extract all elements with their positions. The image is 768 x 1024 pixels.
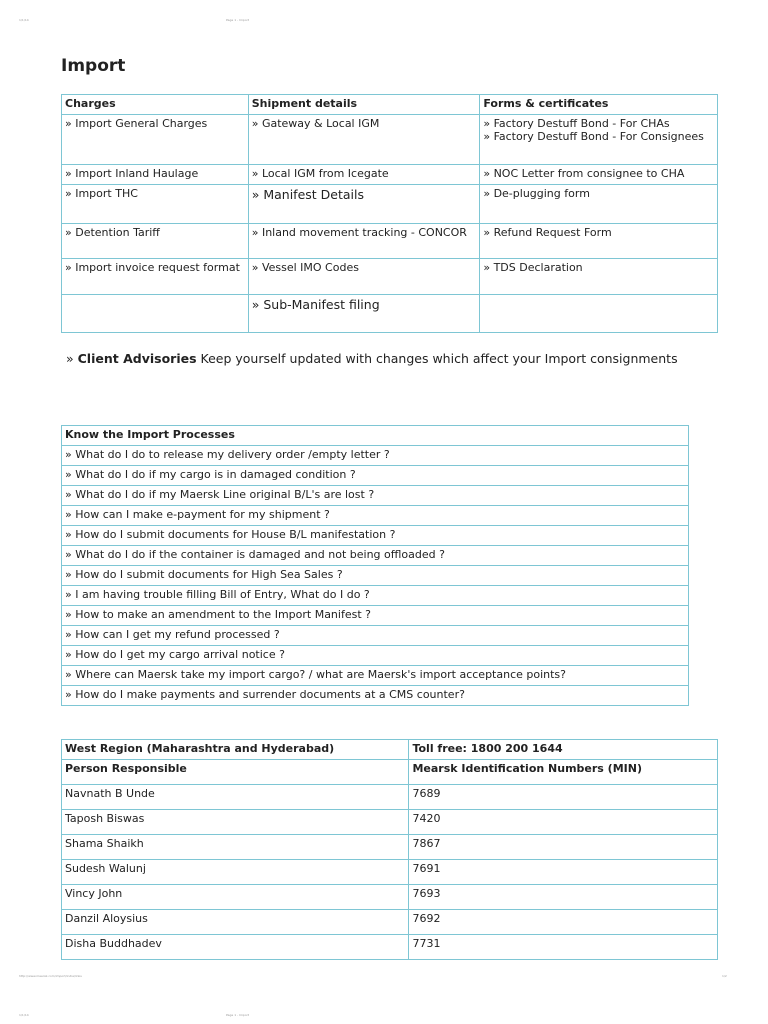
min-number: 7689 <box>409 785 718 810</box>
links-row <box>62 259 718 295</box>
person-name: Navnath B Unde <box>62 785 409 810</box>
contact-row <box>62 835 718 860</box>
links-row <box>62 295 718 333</box>
print-footer-title: Page 1 - Import <box>226 1013 250 1017</box>
person-name: Danzil Aloysius <box>62 910 409 935</box>
contact-row <box>62 810 718 835</box>
link-manifest-details[interactable]: » Manifest Details <box>251 187 364 202</box>
process-link[interactable]: » I am having trouble filling Bill of Entry, What do I do ? <box>65 588 370 601</box>
contacts-table <box>61 739 718 960</box>
link-inland-movement-tracking[interactable]: » Inland movement tracking - CONCOR <box>251 226 467 239</box>
link-import-invoice-request[interactable]: » Import invoice request format <box>65 261 240 274</box>
person-name: Vincy John <box>62 885 409 910</box>
process-row <box>62 466 689 486</box>
contact-row <box>62 910 718 935</box>
column-header-charges: Charges <box>62 95 249 115</box>
links-row <box>62 115 718 165</box>
process-link[interactable]: » How do I get my cargo arrival notice ? <box>65 648 285 661</box>
tollfree-heading: Toll free: 1800 200 1644 <box>409 740 718 760</box>
process-link[interactable]: » Where can Maersk take my import cargo? / what are Maersk's import acceptance points? <box>65 668 567 681</box>
process-row <box>62 646 689 666</box>
column-header-forms: Forms & certificates <box>480 95 718 115</box>
person-name: Sudesh Walunj <box>62 860 409 885</box>
link-sub-manifest-filing[interactable]: » Sub-Manifest filing <box>251 297 380 312</box>
print-footer-url: http://www.maersk.com/import/india/links <box>19 974 82 978</box>
client-advisories-link[interactable]: Client Advisories <box>77 351 197 366</box>
contact-row <box>62 785 718 810</box>
contact-row <box>62 860 718 885</box>
contact-row <box>62 885 718 910</box>
process-row <box>62 526 689 546</box>
link-import-thc[interactable]: » Import THC <box>65 187 138 200</box>
link-import-inland-haulage[interactable]: » Import Inland Haulage <box>65 167 199 180</box>
process-link[interactable]: » What do I do to release my delivery order /empty letter ? <box>65 448 390 461</box>
process-link[interactable]: » How do I submit documents for House B/L manifestation ? <box>65 528 396 541</box>
print-footer-date: 1/1/14 <box>19 1013 29 1017</box>
link-local-igm-icegate[interactable]: » Local IGM from Icegate <box>251 167 389 180</box>
process-link[interactable]: » How do I make payments and surrender documents at a CMS counter? <box>65 688 465 701</box>
advisory-prefix: » <box>66 351 78 366</box>
process-row <box>62 486 689 506</box>
link-vessel-imo-codes[interactable]: » Vessel IMO Codes <box>251 261 359 274</box>
process-link[interactable]: » What do I do if the container is damaged and not being offloaded ? <box>65 548 445 561</box>
empty-cell <box>480 295 718 333</box>
process-row <box>62 566 689 586</box>
min-number: 7691 <box>409 860 718 885</box>
person-name: Taposh Biswas <box>62 810 409 835</box>
column-header-person: Person Responsible <box>62 760 409 785</box>
region-heading: West Region (Maharashtra and Hyderabad) <box>62 740 409 760</box>
link-factory-destuff-bond[interactable]: » Factory Destuff Bond - For CHAs » Factory Destuff Bond - For Consignees <box>483 117 704 143</box>
links-row <box>62 224 718 259</box>
process-row <box>62 606 689 626</box>
print-header-date: 1/1/14 <box>19 18 29 22</box>
link-gateway-local-igm[interactable]: » Gateway & Local IGM <box>251 117 380 130</box>
link-tds-declaration[interactable]: » TDS Declaration <box>483 261 583 274</box>
column-header-min: Mearsk Identification Numbers (MIN) <box>409 760 718 785</box>
column-header-shipment-details: Shipment details <box>248 95 480 115</box>
person-name: Shama Shaikh <box>62 835 409 860</box>
link-noc-letter[interactable]: » NOC Letter from consignee to CHA <box>483 167 685 180</box>
print-footer-page: 1/2 <box>722 974 727 978</box>
import-processes-table <box>61 425 689 706</box>
contact-row <box>62 935 718 960</box>
link-refund-request-form[interactable]: » Refund Request Form <box>483 226 612 239</box>
links-row <box>62 185 718 224</box>
process-row <box>62 506 689 526</box>
page-title: Import <box>61 56 126 76</box>
links-header-row <box>62 95 718 115</box>
process-row <box>62 546 689 566</box>
min-number: 7692 <box>409 910 718 935</box>
links-row <box>62 165 718 185</box>
min-number: 7420 <box>409 810 718 835</box>
processes-header: Know the Import Processes <box>62 426 689 446</box>
person-name: Disha Buddhadev <box>62 935 409 960</box>
min-number: 7731 <box>409 935 718 960</box>
process-row <box>62 686 689 706</box>
print-header-title: Page 1 - Import <box>226 18 250 22</box>
process-link[interactable]: » How can I make e-payment for my shipment ? <box>65 508 330 521</box>
min-number: 7693 <box>409 885 718 910</box>
process-row <box>62 626 689 646</box>
process-link[interactable]: » What do I do if my cargo is in damaged condition ? <box>65 468 356 481</box>
link-import-general-charges[interactable]: » Import General Charges <box>65 117 208 130</box>
process-row <box>62 586 689 606</box>
process-row <box>62 666 689 686</box>
process-link[interactable]: » How can I get my refund processed ? <box>65 628 280 641</box>
client-advisory <box>66 351 678 366</box>
process-link[interactable]: » How do I submit documents for High Sea Sales ? <box>65 568 343 581</box>
import-links-table <box>61 94 718 333</box>
process-link[interactable]: » How to make an amendment to the Import Manifest ? <box>65 608 371 621</box>
link-de-plugging-form[interactable]: » De-plugging form <box>483 187 590 200</box>
process-link[interactable]: » What do I do if my Maersk Line original B/L's are lost ? <box>65 488 375 501</box>
advisory-text: Keep yourself updated with changes which affect your Import consignments <box>196 351 678 366</box>
min-number: 7867 <box>409 835 718 860</box>
link-detention-tariff[interactable]: » Detention Tariff <box>65 226 160 239</box>
process-row <box>62 446 689 466</box>
empty-cell <box>62 295 249 333</box>
